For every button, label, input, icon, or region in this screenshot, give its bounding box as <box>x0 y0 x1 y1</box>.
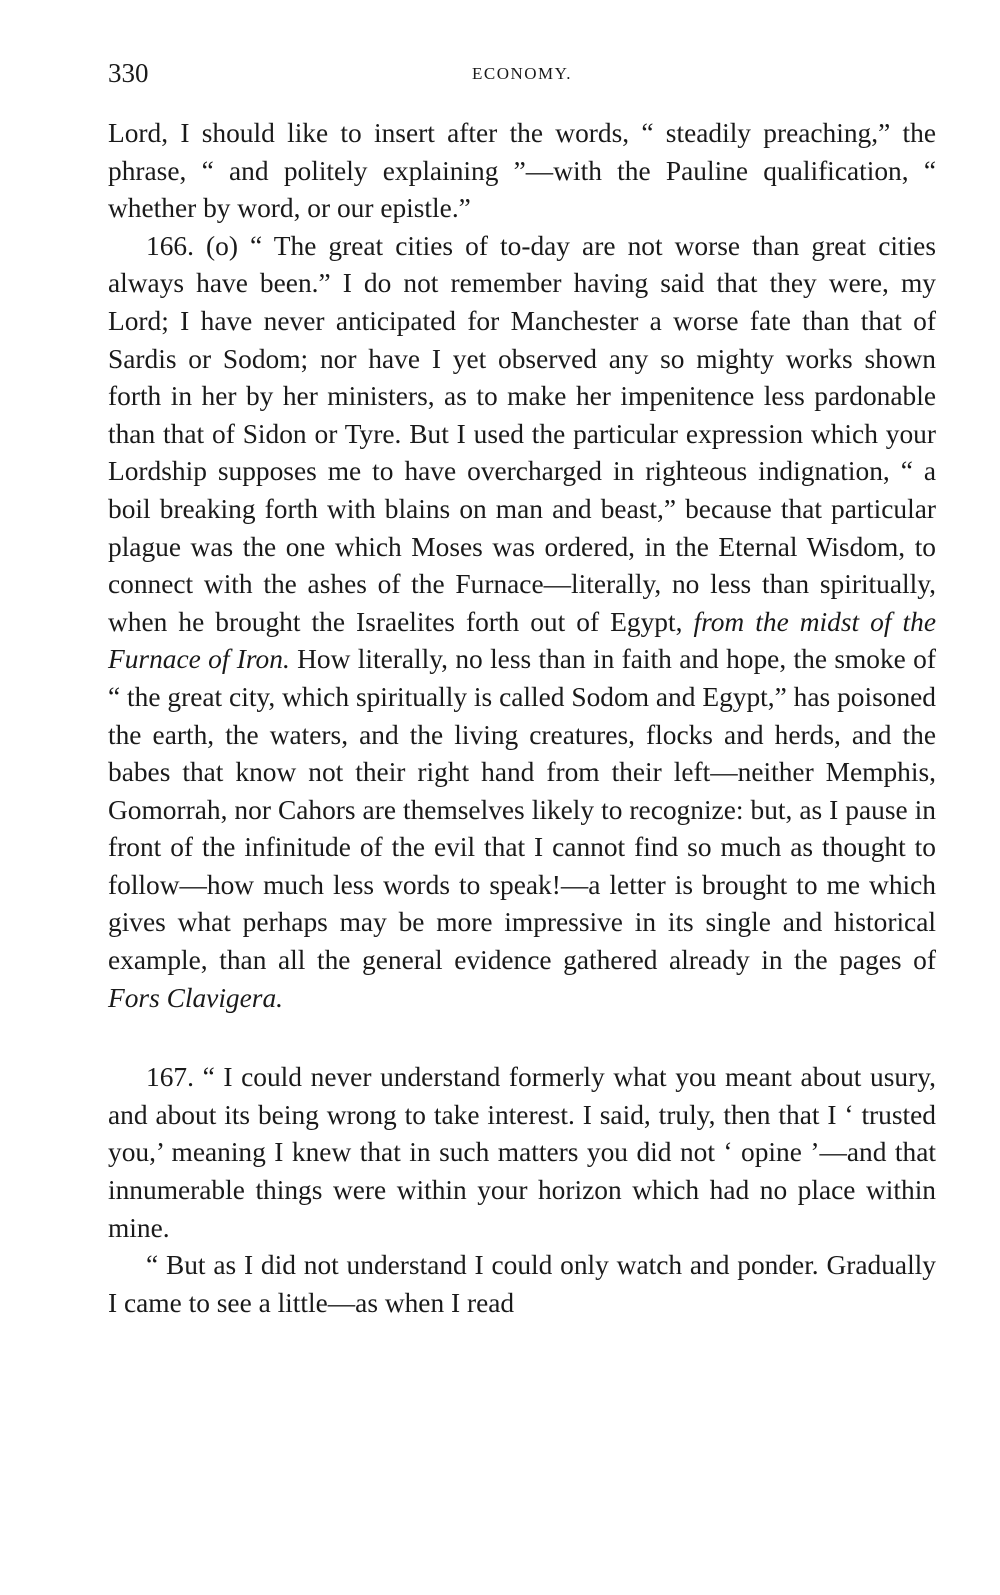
page-header <box>108 58 936 98</box>
page-number: 330 <box>108 58 149 88</box>
paragraph-text: “ But as I did not understand I could only watch and ponder. Gradually I came to see a little—as when I read <box>108 1250 936 1318</box>
italic-book-title: Fors Clavigera. <box>108 982 283 1013</box>
running-title: ECONOMY. <box>471 64 572 83</box>
italic-quotation: from the midst of the Furnace of Iron. <box>108 606 936 675</box>
paragraph-text: 166. (o) “ The great cities of to-day are not worse than great cities always have been.” I do not remember having said that they were, my Lord; I have never anticipated for Manchester a worse fate than that of Sardis or Sodom; nor have I yet observed any so mighty works shown forth in her by her ministers, as to make her impenitence less pardonable than that of Sidon or Tyre. But I used the particular expression which your Lordship supposes me to have overcharged in righteous indignation, “ a boil breaking forth with blains on man and beast,” because that particular plague was the one which Moses was ordered, in the Eternal Wisdom, to connect with the ashes of the Furnace—literally, no less than spiritually, when he brought the Israelites forth out of Egypt, <box>108 230 936 637</box>
paragraph-text: Lord, I should like to insert after the words, “ steadily preaching,” the phrase, “ and politely explaining ”—with the Pauline qualification, “ whether by word, or our epistle.” <box>108 118 936 224</box>
paragraph-continuation <box>108 115 936 228</box>
paragraph-letter-continued <box>108 1247 936 1322</box>
book-page <box>108 58 936 1322</box>
paragraph-167 <box>108 1059 936 1247</box>
paragraph-text: How literally, no less than in faith and hope, the smoke of “ the great city, which spiritually is called Sodom and Egypt,” has poisoned the earth, the waters, and the living creatures, flocks and herds, and the babes that know not their right hand from their left—neither Memphis, Gomorrah, nor Cahors are themselves likely to recognize: but, as I pause in front of the infinitude of the evil that I cannot find so much as thought to follow—how much less words to speak!—a letter is brought to me which gives what perhaps may be more impressive in its single and historical example, than all the general evidence gathered already in the pages of <box>108 644 936 976</box>
paragraph-166 <box>108 228 936 1017</box>
paragraph-text: 167. “ I could never understand formerly what you meant about usury, and about its being wrong to take interest. I said, truly, then that I ‘ trusted you,’ meaning I knew that in such matters you did not ‘ opine ’—and that innumerable things were within your horizon which had no place within mine. <box>108 1062 936 1243</box>
